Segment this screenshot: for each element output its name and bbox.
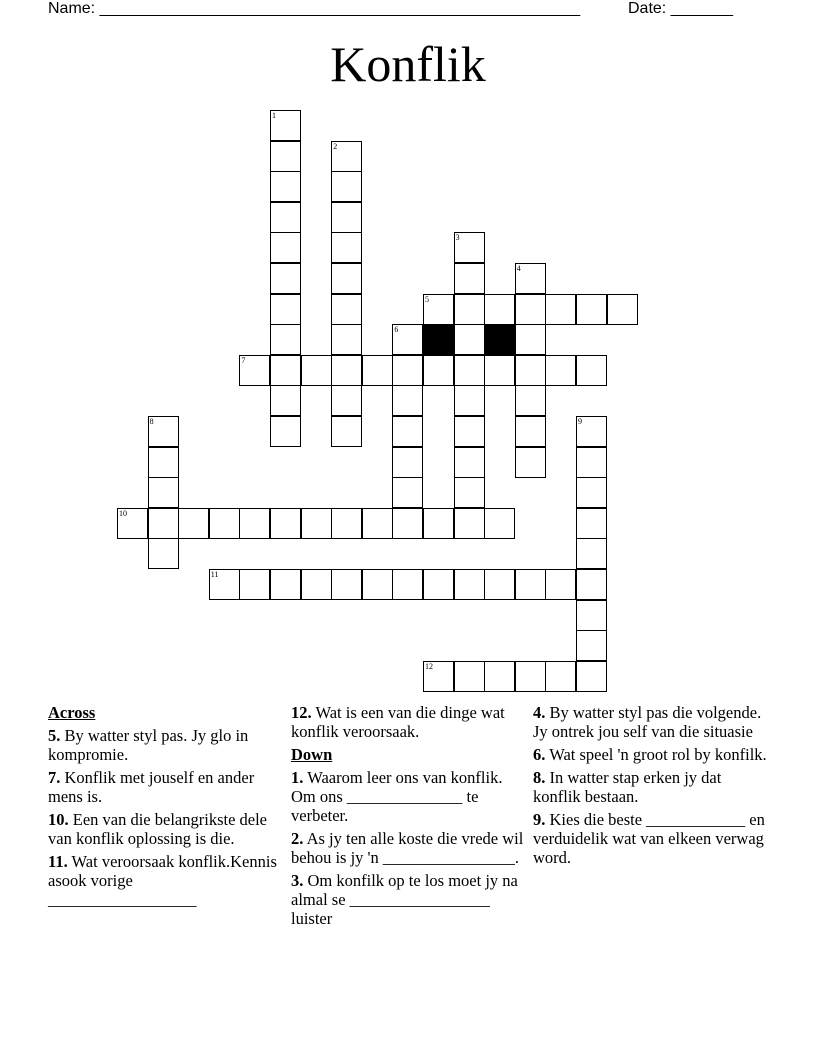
grid-cell[interactable] <box>484 569 515 600</box>
grid-cell[interactable] <box>301 508 332 539</box>
grid-cell[interactable] <box>270 263 301 294</box>
grid-cell[interactable] <box>331 171 362 202</box>
grid-cell[interactable] <box>148 477 179 508</box>
grid-cell[interactable] <box>148 508 179 539</box>
grid-cell[interactable] <box>484 355 515 386</box>
grid-cell[interactable] <box>270 294 301 325</box>
clue-across-12: 12. Wat is een van die dinge wat konflik veroorsaak. <box>291 703 505 741</box>
grid-cell[interactable] <box>270 232 301 263</box>
clue-down-9: 9. Kies die beste ____________ en verduidelik wat van elkeen verwag word. <box>533 810 765 867</box>
grid-cell[interactable] <box>331 202 362 233</box>
grid-cell[interactable] <box>148 538 179 569</box>
grid-cell[interactable] <box>545 661 576 692</box>
grid-cell[interactable] <box>576 477 607 508</box>
clue-number: 3 <box>455 233 460 243</box>
clue-column-1 <box>48 703 280 913</box>
grid-cell[interactable] <box>515 324 546 355</box>
across-heading: Across <box>48 703 96 722</box>
grid-cell[interactable] <box>392 508 423 539</box>
clue-down-4: 4. By watter styl pas die volgende. Jy ontrek jou self van die situasie <box>533 703 762 741</box>
grid-cell[interactable] <box>515 263 546 294</box>
grid-cell[interactable] <box>148 416 179 447</box>
grid-cell[interactable] <box>423 294 454 325</box>
clue-down-2: 2. As jy ten alle koste die vrede wil behou is jy 'n ________________. <box>291 829 524 867</box>
grid-cell[interactable] <box>362 569 393 600</box>
grid-cell[interactable] <box>515 294 546 325</box>
clue-number: 2 <box>333 141 338 151</box>
grid-cell[interactable] <box>392 447 423 478</box>
grid-cell[interactable] <box>301 355 332 386</box>
grid-cell[interactable] <box>392 355 423 386</box>
grid-cell[interactable] <box>576 447 607 478</box>
grid-cell[interactable] <box>392 569 423 600</box>
grid-cell[interactable] <box>270 110 301 141</box>
clue-across-10: 10. Een van die belangrikste dele van konflik oplossing is die. <box>48 810 268 848</box>
grid-cell[interactable] <box>454 661 485 692</box>
grid-cell[interactable] <box>270 385 301 416</box>
clue-number: 9 <box>578 417 582 426</box>
grid-cell[interactable] <box>454 385 485 416</box>
grid-cell[interactable] <box>239 355 270 386</box>
page-title: Konflik <box>330 36 486 92</box>
clue-number: 1 <box>272 111 276 120</box>
grid-cell[interactable] <box>576 538 607 569</box>
date-field-label[interactable]: Date: _______ <box>628 0 733 17</box>
grid-cell[interactable] <box>454 232 485 263</box>
grid-cell[interactable] <box>178 508 209 539</box>
grid-cell[interactable] <box>576 630 607 661</box>
grid-cell[interactable] <box>423 355 454 386</box>
grid-cell[interactable] <box>270 355 301 386</box>
grid-cell[interactable] <box>576 294 607 325</box>
grid-cell[interactable] <box>484 661 515 692</box>
black-cell <box>484 324 515 355</box>
clue-down-6: 6. Wat speel 'n groot rol by konfilk. <box>533 745 767 764</box>
grid-cell[interactable] <box>331 416 362 447</box>
grid-cell[interactable] <box>270 508 301 539</box>
grid-cell[interactable] <box>515 355 546 386</box>
grid-cell[interactable] <box>454 294 485 325</box>
grid-cell[interactable] <box>331 385 362 416</box>
grid-cell[interactable] <box>392 416 423 447</box>
grid-cell[interactable] <box>576 569 607 600</box>
grid-cell[interactable] <box>454 416 485 447</box>
down-heading: Down <box>291 745 333 764</box>
grid-cell[interactable] <box>331 508 362 539</box>
grid-cell[interactable] <box>454 324 485 355</box>
clue-down-1: 1. Waarom leer ons van konflik. Om ons ______________ te verbeter. <box>291 768 503 825</box>
grid-cell[interactable] <box>392 324 423 355</box>
grid-cell[interactable] <box>545 294 576 325</box>
name-field-label[interactable]: Name: ______________________________________________________ <box>48 0 581 17</box>
grid-cell[interactable] <box>607 294 638 325</box>
grid-cell[interactable] <box>576 508 607 539</box>
clue-number: 10 <box>119 508 127 518</box>
clue-number: 6 <box>394 325 399 335</box>
grid-cell[interactable] <box>576 600 607 631</box>
grid-cell[interactable] <box>270 416 301 447</box>
grid-cell[interactable] <box>331 263 362 294</box>
grid-cell[interactable] <box>117 508 148 539</box>
grid-cell[interactable] <box>331 294 362 325</box>
clue-number: 4 <box>516 264 521 273</box>
clue-number: 11 <box>210 570 219 579</box>
grid-cell[interactable] <box>270 141 301 172</box>
grid-cell[interactable] <box>576 416 607 447</box>
grid-cell[interactable] <box>423 508 454 539</box>
grid-cell[interactable] <box>239 569 270 600</box>
grid-cell[interactable] <box>239 508 270 539</box>
grid-cell[interactable] <box>270 324 301 355</box>
grid-cell[interactable] <box>423 661 454 692</box>
black-cell <box>423 324 454 355</box>
grid-cell[interactable] <box>362 508 393 539</box>
grid-cell[interactable] <box>454 569 485 600</box>
grid-cell[interactable] <box>515 416 546 447</box>
grid-cell[interactable] <box>331 355 362 386</box>
grid-cell[interactable] <box>392 385 423 416</box>
grid-cell[interactable] <box>515 569 546 600</box>
grid-cell[interactable] <box>301 569 332 600</box>
grid-cell[interactable] <box>515 385 546 416</box>
grid-cell[interactable] <box>331 232 362 263</box>
grid-cell[interactable] <box>148 447 179 478</box>
grid-cell[interactable] <box>270 171 301 202</box>
grid-cell[interactable] <box>209 569 240 600</box>
grid-cell[interactable] <box>454 263 485 294</box>
clue-number: 8 <box>149 417 154 426</box>
grid-cell[interactable] <box>209 508 240 539</box>
grid-cell[interactable] <box>423 569 454 600</box>
clue-number: 5 <box>425 294 429 304</box>
grid-cell[interactable] <box>331 569 362 600</box>
grid-cell[interactable] <box>331 141 362 172</box>
grid-cell[interactable] <box>454 508 485 539</box>
grid-cell[interactable] <box>545 355 576 386</box>
grid-cell[interactable] <box>454 447 485 478</box>
grid-cell[interactable] <box>484 294 515 325</box>
clue-column-3 <box>533 703 773 871</box>
clue-across-11: 11. Wat veroorsaak konflik.Kennis asook vorige __________________ <box>48 852 277 909</box>
clue-across-7: 7. Konflik met jouself en ander mens is. <box>48 768 255 806</box>
grid-cell[interactable] <box>362 355 393 386</box>
grid-cell[interactable] <box>331 324 362 355</box>
clue-column-2 <box>291 703 527 932</box>
grid-cell[interactable] <box>576 661 607 692</box>
clue-down-8: 8. In watter stap erken jy dat konflik bestaan. <box>533 768 722 806</box>
grid-cell[interactable] <box>454 477 485 508</box>
grid-cell[interactable] <box>270 569 301 600</box>
clue-number: 12 <box>425 661 433 671</box>
clue-across-5: 5. By watter styl pas. Jy glo in kompromie. <box>48 726 249 764</box>
grid-cell[interactable] <box>454 355 485 386</box>
grid-cell[interactable] <box>576 355 607 386</box>
grid-cell[interactable] <box>515 447 546 478</box>
grid-cell[interactable] <box>515 661 546 692</box>
clue-down-3: 3. Om konfilk op te los moet jy na almal se _________________ luister <box>291 871 518 928</box>
grid-cell[interactable] <box>484 508 515 539</box>
grid-cell[interactable] <box>392 477 423 508</box>
grid-cell[interactable] <box>270 202 301 233</box>
grid-cell[interactable] <box>545 569 576 600</box>
clue-number: 7 <box>241 355 246 365</box>
